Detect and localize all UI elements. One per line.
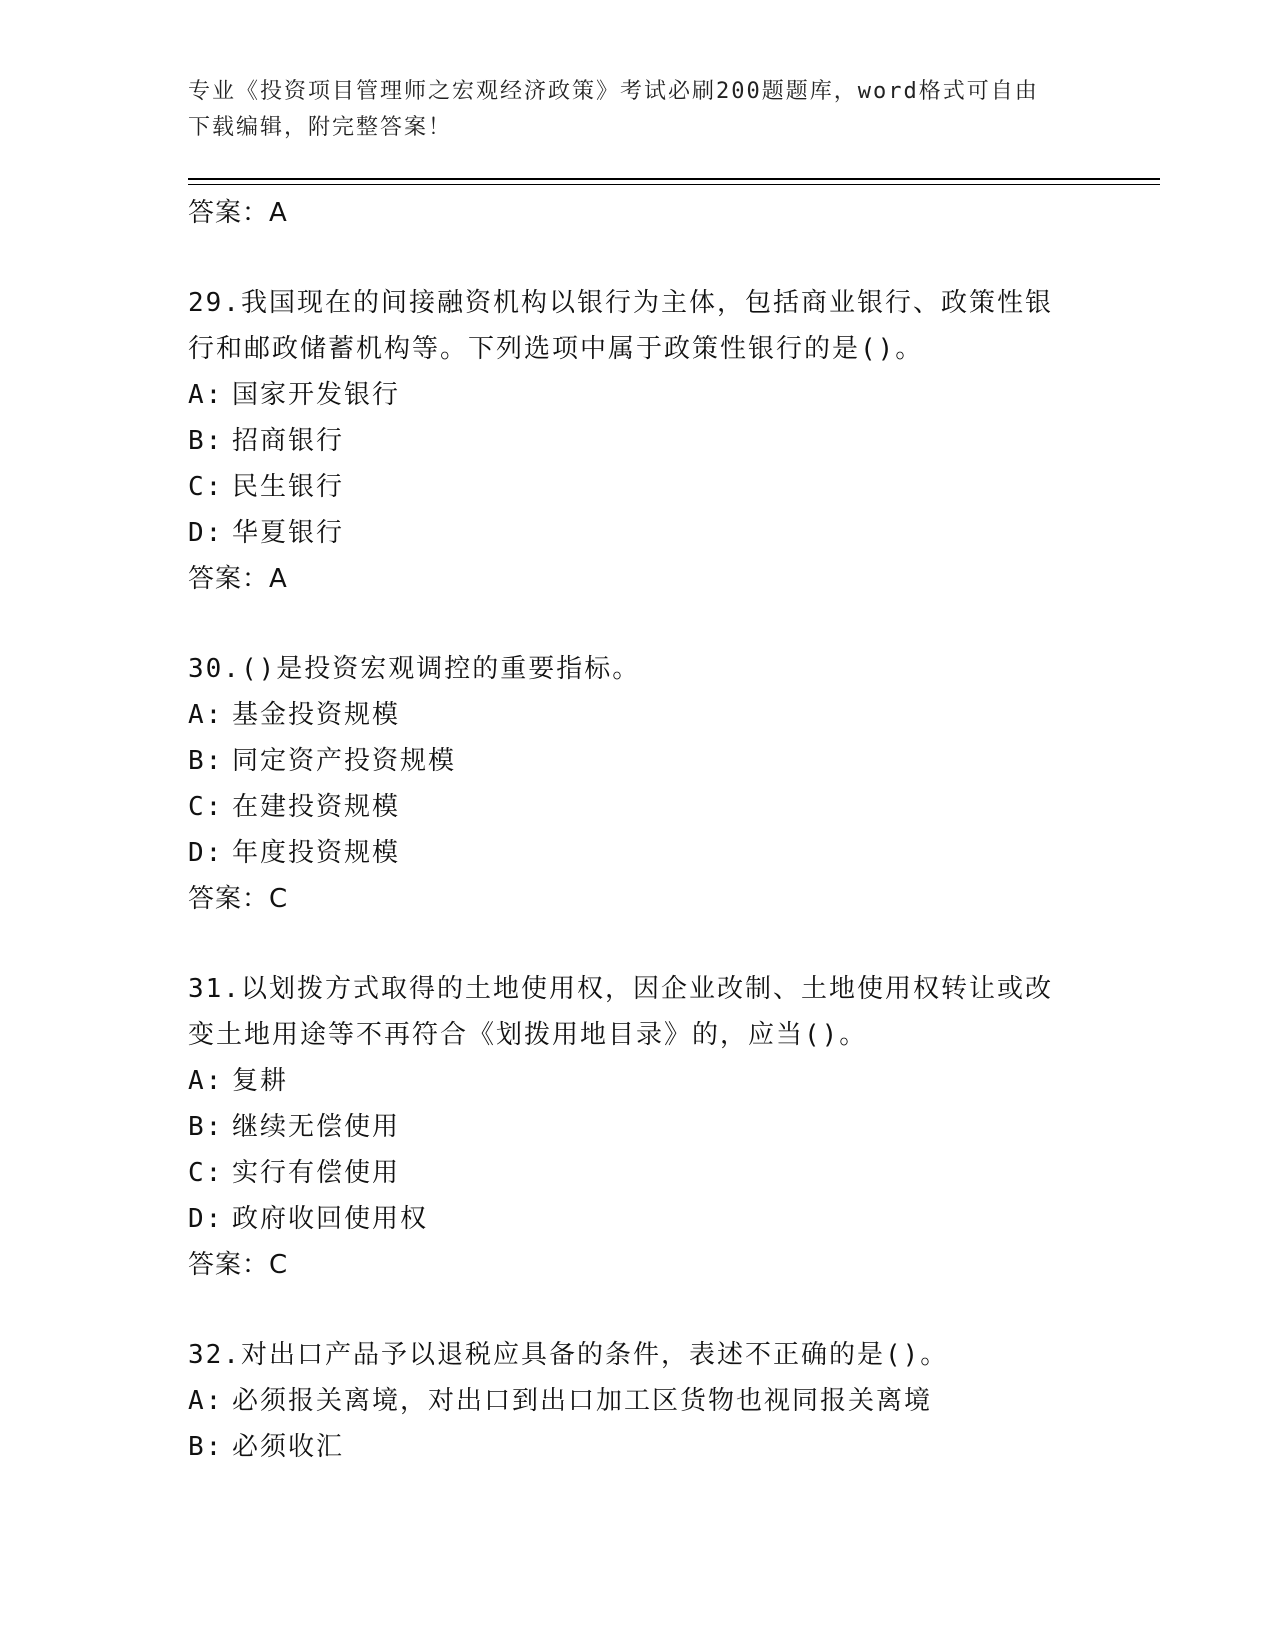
question-list [188, 190, 1128, 1470]
option-text: 继续无偿使用 [232, 1112, 401, 1142]
spacer [188, 922, 1128, 966]
header-divider-thick [188, 178, 1160, 180]
option-letter: B: [188, 1112, 224, 1142]
option-letter: C: [188, 1158, 224, 1188]
document-header [188, 74, 1088, 146]
option-letter: A: [188, 380, 224, 410]
option-letter: B: [188, 426, 224, 456]
option-text: 必须报关离境，对出口到出口加工区货物也视同报关离境 [232, 1386, 933, 1416]
question-32-option-a [188, 1378, 1128, 1424]
question-29-option-a [188, 372, 1128, 418]
question-30-option-c [188, 784, 1128, 830]
question-31-option-a [188, 1058, 1128, 1104]
question-30-line-1: 30.()是投资宏观调控的重要指标。 [188, 654, 641, 684]
answer-30: 答案：C [188, 884, 289, 914]
question-29-line-1: 29.我国现在的间接融资机构以银行为主体，包括商业银行、政策性银 [188, 288, 1053, 318]
question-31-option-d [188, 1196, 1128, 1242]
option-letter: C: [188, 792, 224, 822]
option-letter: D: [188, 1204, 224, 1234]
question-31-text [188, 966, 1128, 1058]
question-30-option-d [188, 830, 1128, 876]
question-29-option-d [188, 510, 1128, 556]
option-text: 年度投资规模 [232, 838, 401, 868]
question-29 [188, 280, 1128, 602]
question-31-line-2: 变土地用途等不再符合《划拨用地目录》的，应当()。 [188, 1020, 868, 1050]
question-30-option-a [188, 692, 1128, 738]
question-29-line-2: 行和邮政储蓄机构等。下列选项中属于政策性银行的是()。 [188, 334, 924, 364]
question-31-option-b [188, 1104, 1128, 1150]
option-text: 华夏银行 [232, 518, 345, 548]
option-letter: D: [188, 518, 224, 548]
header-line-1: 专业《投资项目管理师之宏观经济政策》考试必刷200题题库，word格式可自由 [188, 79, 1039, 104]
question-30-option-b [188, 738, 1128, 784]
option-text: 国家开发银行 [232, 380, 401, 410]
option-letter: A: [188, 1386, 224, 1416]
answer-28: 答案：A [188, 198, 288, 228]
option-text: 实行有偿使用 [232, 1158, 401, 1188]
option-letter: C: [188, 472, 224, 502]
question-30 [188, 646, 1128, 922]
spacer [188, 236, 1128, 280]
question-30-text [188, 646, 1128, 692]
question-31 [188, 966, 1128, 1288]
spacer [188, 602, 1128, 646]
question-32-option-b [188, 1424, 1128, 1470]
option-letter: B: [188, 1432, 224, 1462]
option-letter: D: [188, 838, 224, 868]
option-text: 必须收汇 [232, 1432, 345, 1462]
question-31-line-1: 31.以划拨方式取得的土地使用权，因企业改制、土地使用权转让或改 [188, 974, 1053, 1004]
option-text: 在建投资规模 [232, 792, 401, 822]
spacer [188, 1288, 1128, 1332]
answer-29: 答案：A [188, 564, 288, 594]
option-text: 民生银行 [232, 472, 345, 502]
question-32 [188, 1332, 1128, 1470]
question-29-option-c [188, 464, 1128, 510]
option-text: 基金投资规模 [232, 700, 401, 730]
option-text: 招商银行 [232, 426, 345, 456]
question-31-option-c [188, 1150, 1128, 1196]
option-letter: A: [188, 700, 224, 730]
option-text: 政府收回使用权 [232, 1204, 429, 1234]
option-letter: B: [188, 746, 224, 776]
question-32-line-1: 32.对出口产品予以退税应具备的条件，表述不正确的是()。 [188, 1340, 949, 1370]
answer-31: 答案：C [188, 1250, 289, 1280]
option-text: 同定资产投资规模 [232, 746, 457, 776]
header-divider-thin [188, 184, 1160, 185]
question-32-text [188, 1332, 1128, 1378]
header-line-2: 下载编辑，附完整答案！ [188, 115, 453, 140]
option-text: 复耕 [232, 1066, 289, 1096]
option-letter: A: [188, 1066, 224, 1096]
question-29-text [188, 280, 1128, 372]
question-29-option-b [188, 418, 1128, 464]
